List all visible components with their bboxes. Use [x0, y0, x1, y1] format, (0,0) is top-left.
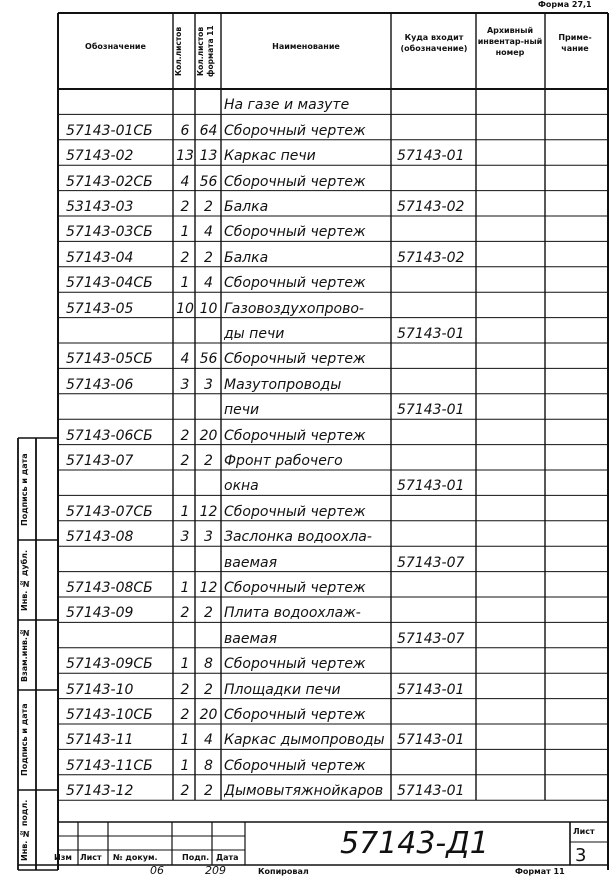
cell-n: Заслонка водоохла-	[224, 529, 372, 545]
cell-d: 57143-02СБ	[66, 173, 153, 189]
title-col-list: Лист	[80, 853, 102, 862]
cell-b: 8	[204, 656, 213, 672]
cell-a	[176, 473, 194, 493]
cell-a: 2	[180, 605, 190, 621]
cell-a	[176, 397, 194, 417]
title-col-date: Дата	[216, 853, 239, 862]
cell-b: 12	[199, 503, 218, 519]
sheet-label: Лист	[573, 827, 595, 836]
cell-w	[397, 270, 474, 290]
cell-b: 10	[199, 300, 218, 316]
cell-b: 4	[204, 275, 213, 291]
cell-a: 4	[180, 173, 190, 189]
cell-d: 57143-09	[66, 605, 134, 621]
cell-n: Фронт рабочего	[224, 452, 343, 468]
cell-n: Сборочный чертеж	[224, 656, 366, 672]
cell-w	[397, 92, 474, 112]
cell-b: 4	[204, 224, 213, 240]
cell-d	[66, 473, 172, 493]
cell-n: Газовоздухопрово-	[224, 300, 364, 316]
cell-n: печи	[224, 402, 260, 418]
cell-d: 57143-11СБ	[66, 757, 153, 773]
cell-n: ды печи	[224, 325, 285, 341]
cell-b: 2	[204, 198, 213, 214]
cell-w	[397, 524, 474, 544]
cell-d: 57143-06	[66, 376, 134, 392]
cell-n: Сборочный чертеж	[224, 122, 366, 138]
cell-w: 57143-01	[397, 325, 465, 341]
cell-n: Балка	[224, 198, 269, 214]
cell-n: Сборочный чертеж	[224, 706, 366, 722]
cell-w	[397, 651, 474, 671]
cell-b	[197, 473, 220, 493]
cell-w	[397, 219, 474, 239]
cell-d	[66, 92, 172, 112]
cell-a: 1	[180, 579, 190, 595]
cell-w	[397, 575, 474, 595]
cell-a: 1	[180, 275, 190, 291]
title-col-sign: Подп.	[182, 853, 210, 862]
cell-w: 57143-01	[397, 478, 465, 494]
side-label-dup-inv: Инв. № дубл.	[20, 549, 29, 611]
cell-w: 57143-01	[397, 783, 465, 799]
cell-b: 20	[199, 706, 218, 722]
cell-n: Сборочный чертеж	[224, 224, 366, 240]
cell-a: 2	[180, 452, 190, 468]
cell-b: 2	[204, 452, 213, 468]
cell-w	[397, 295, 474, 315]
cell-d: 57143-08СБ	[66, 579, 153, 595]
header-designation: Обозначение	[85, 42, 146, 51]
cell-d: 57143-11	[66, 732, 134, 748]
cell-b: 13	[199, 148, 218, 164]
title-col-izm: Изм	[54, 853, 72, 862]
cell-d	[66, 549, 172, 569]
sheet-number: 3	[575, 845, 587, 866]
cell-a: 4	[180, 351, 190, 367]
cell-b	[197, 549, 220, 569]
cell-a: 1	[180, 732, 190, 748]
cell-n: На газе и мазуте	[224, 97, 350, 113]
cell-a: 10	[176, 300, 194, 316]
cell-a: 2	[180, 249, 190, 265]
cell-d: 57143-02	[66, 148, 134, 164]
stamp-number-1: 06	[150, 864, 164, 877]
cell-n: ваемая	[224, 554, 278, 570]
cell-d: 57143-07	[66, 452, 134, 468]
header-num-sheets-format: Кол.листов формата 11	[196, 25, 216, 77]
cell-w: 57143-07	[397, 554, 465, 570]
stamp-number-2: 209	[205, 864, 226, 877]
cell-w	[397, 168, 474, 188]
cell-d	[66, 625, 172, 645]
cell-w	[397, 600, 474, 620]
cell-b	[197, 397, 220, 417]
cell-a: 2	[180, 706, 190, 722]
cell-b: 56	[199, 173, 218, 189]
cell-w: 57143-07	[397, 630, 465, 646]
cell-a	[176, 625, 194, 645]
cell-a: 6	[180, 122, 190, 138]
cell-w	[397, 752, 474, 772]
cell-n: Сборочный чертеж	[224, 757, 366, 773]
header-note: Приме-чание	[558, 33, 592, 53]
side-label-sign-date-1: Подпись и дата	[20, 453, 29, 527]
cell-d: 57143-06СБ	[66, 427, 153, 443]
cell-n: Дымовытяжнойкаров	[224, 783, 384, 799]
side-label-replace-inv: Взам.инв.№	[20, 628, 29, 682]
cell-b: 12	[199, 579, 218, 595]
cell-w: 57143-01	[397, 732, 465, 748]
cell-d	[66, 321, 172, 341]
cell-w	[397, 498, 474, 518]
cell-n: окна	[224, 478, 259, 494]
header-archive: Архивный инвентар-ный номер	[477, 26, 543, 57]
header-name: Наименование	[272, 42, 340, 51]
cell-a: 2	[180, 198, 190, 214]
cell-b: 2	[204, 605, 213, 621]
format-label: Формат 11	[515, 867, 565, 876]
cell-w: 57143-01	[397, 681, 465, 697]
cell-n: Каркас дымопроводы	[224, 732, 385, 748]
cell-b: 2	[204, 783, 213, 799]
cell-n: Сборочный чертеж	[224, 427, 366, 443]
cell-b: 2	[204, 249, 213, 265]
cell-n: Мазутопроводы	[224, 376, 342, 392]
cell-n: Сборочный чертеж	[224, 579, 366, 595]
cell-b: 3	[204, 376, 213, 392]
cell-b: 2	[204, 681, 213, 697]
cell-a: 3	[180, 376, 190, 392]
cell-b: 3	[204, 529, 213, 545]
cell-a	[176, 92, 194, 112]
cell-d: 57143-09СБ	[66, 656, 153, 672]
cell-d: 57143-10СБ	[66, 706, 153, 722]
cell-n: Балка	[224, 249, 269, 265]
cell-a: 1	[180, 503, 190, 519]
cell-a: 1	[180, 656, 190, 672]
cell-n: Сборочный чертеж	[224, 351, 366, 367]
cell-w: 57143-02	[397, 198, 465, 214]
cell-n: Сборочный чертеж	[224, 503, 366, 519]
cell-a: 2	[180, 681, 190, 697]
cell-n: ваемая	[224, 630, 278, 646]
cell-d: 57143-03СБ	[66, 224, 153, 240]
cell-d: 57143-07СБ	[66, 503, 153, 519]
cell-d: 57143-08	[66, 529, 134, 545]
cell-d: 57143-10	[66, 681, 134, 697]
cell-b: 4	[204, 732, 213, 748]
cell-a	[176, 321, 194, 341]
cell-d: 53143-03	[66, 198, 134, 214]
cell-b	[197, 321, 220, 341]
cell-d: 57143-04	[66, 249, 134, 265]
cell-a: 2	[180, 783, 190, 799]
cell-d: 57143-04СБ	[66, 275, 153, 291]
cell-n: Сборочный чертеж	[224, 173, 366, 189]
header-where-used: Куда входит (обозначение)	[400, 33, 468, 53]
cell-a: 1	[180, 757, 190, 773]
cell-d: 57143-05	[66, 300, 134, 316]
cell-a: 13	[176, 148, 194, 164]
cell-w: 57143-02	[397, 249, 465, 265]
cell-w	[397, 448, 474, 468]
cell-a: 3	[180, 529, 190, 545]
header-num-sheets: Кол.листов	[174, 26, 183, 76]
cell-b: 64	[199, 122, 218, 138]
cell-w	[397, 346, 474, 366]
cell-a: 2	[180, 427, 190, 443]
cell-d: 57143-01СБ	[66, 122, 153, 138]
copied-label: Копировал	[258, 867, 309, 876]
cell-w	[397, 371, 474, 391]
cell-b	[197, 625, 220, 645]
cell-d: 57143-12	[66, 783, 134, 799]
cell-b: 56	[199, 351, 218, 367]
cell-n: Площадки печи	[224, 681, 341, 697]
title-col-doc: № докум.	[113, 853, 158, 862]
cell-a	[176, 549, 194, 569]
cell-n: Сборочный чертеж	[224, 275, 366, 291]
cell-w: 57143-01	[397, 402, 465, 418]
doc-number: 57143-Д1	[340, 826, 489, 861]
cell-n: Плита водоохлаж-	[224, 605, 361, 621]
side-label-orig-inv: Инв. № подл.	[20, 799, 29, 861]
cell-b	[197, 92, 220, 112]
cell-b: 20	[199, 427, 218, 443]
cell-w	[397, 117, 474, 137]
cell-a: 1	[180, 224, 190, 240]
cell-n: Каркас печи	[224, 148, 316, 164]
cell-w: 57143-01	[397, 148, 465, 164]
cell-d	[66, 397, 172, 417]
form-label: Форма 27,1	[538, 0, 592, 9]
side-label-sign-date-2: Подпись и дата	[20, 703, 29, 777]
cell-w	[397, 422, 474, 442]
cell-d: 57143-05СБ	[66, 351, 153, 367]
cell-w	[397, 702, 474, 722]
cell-b: 8	[204, 757, 213, 773]
